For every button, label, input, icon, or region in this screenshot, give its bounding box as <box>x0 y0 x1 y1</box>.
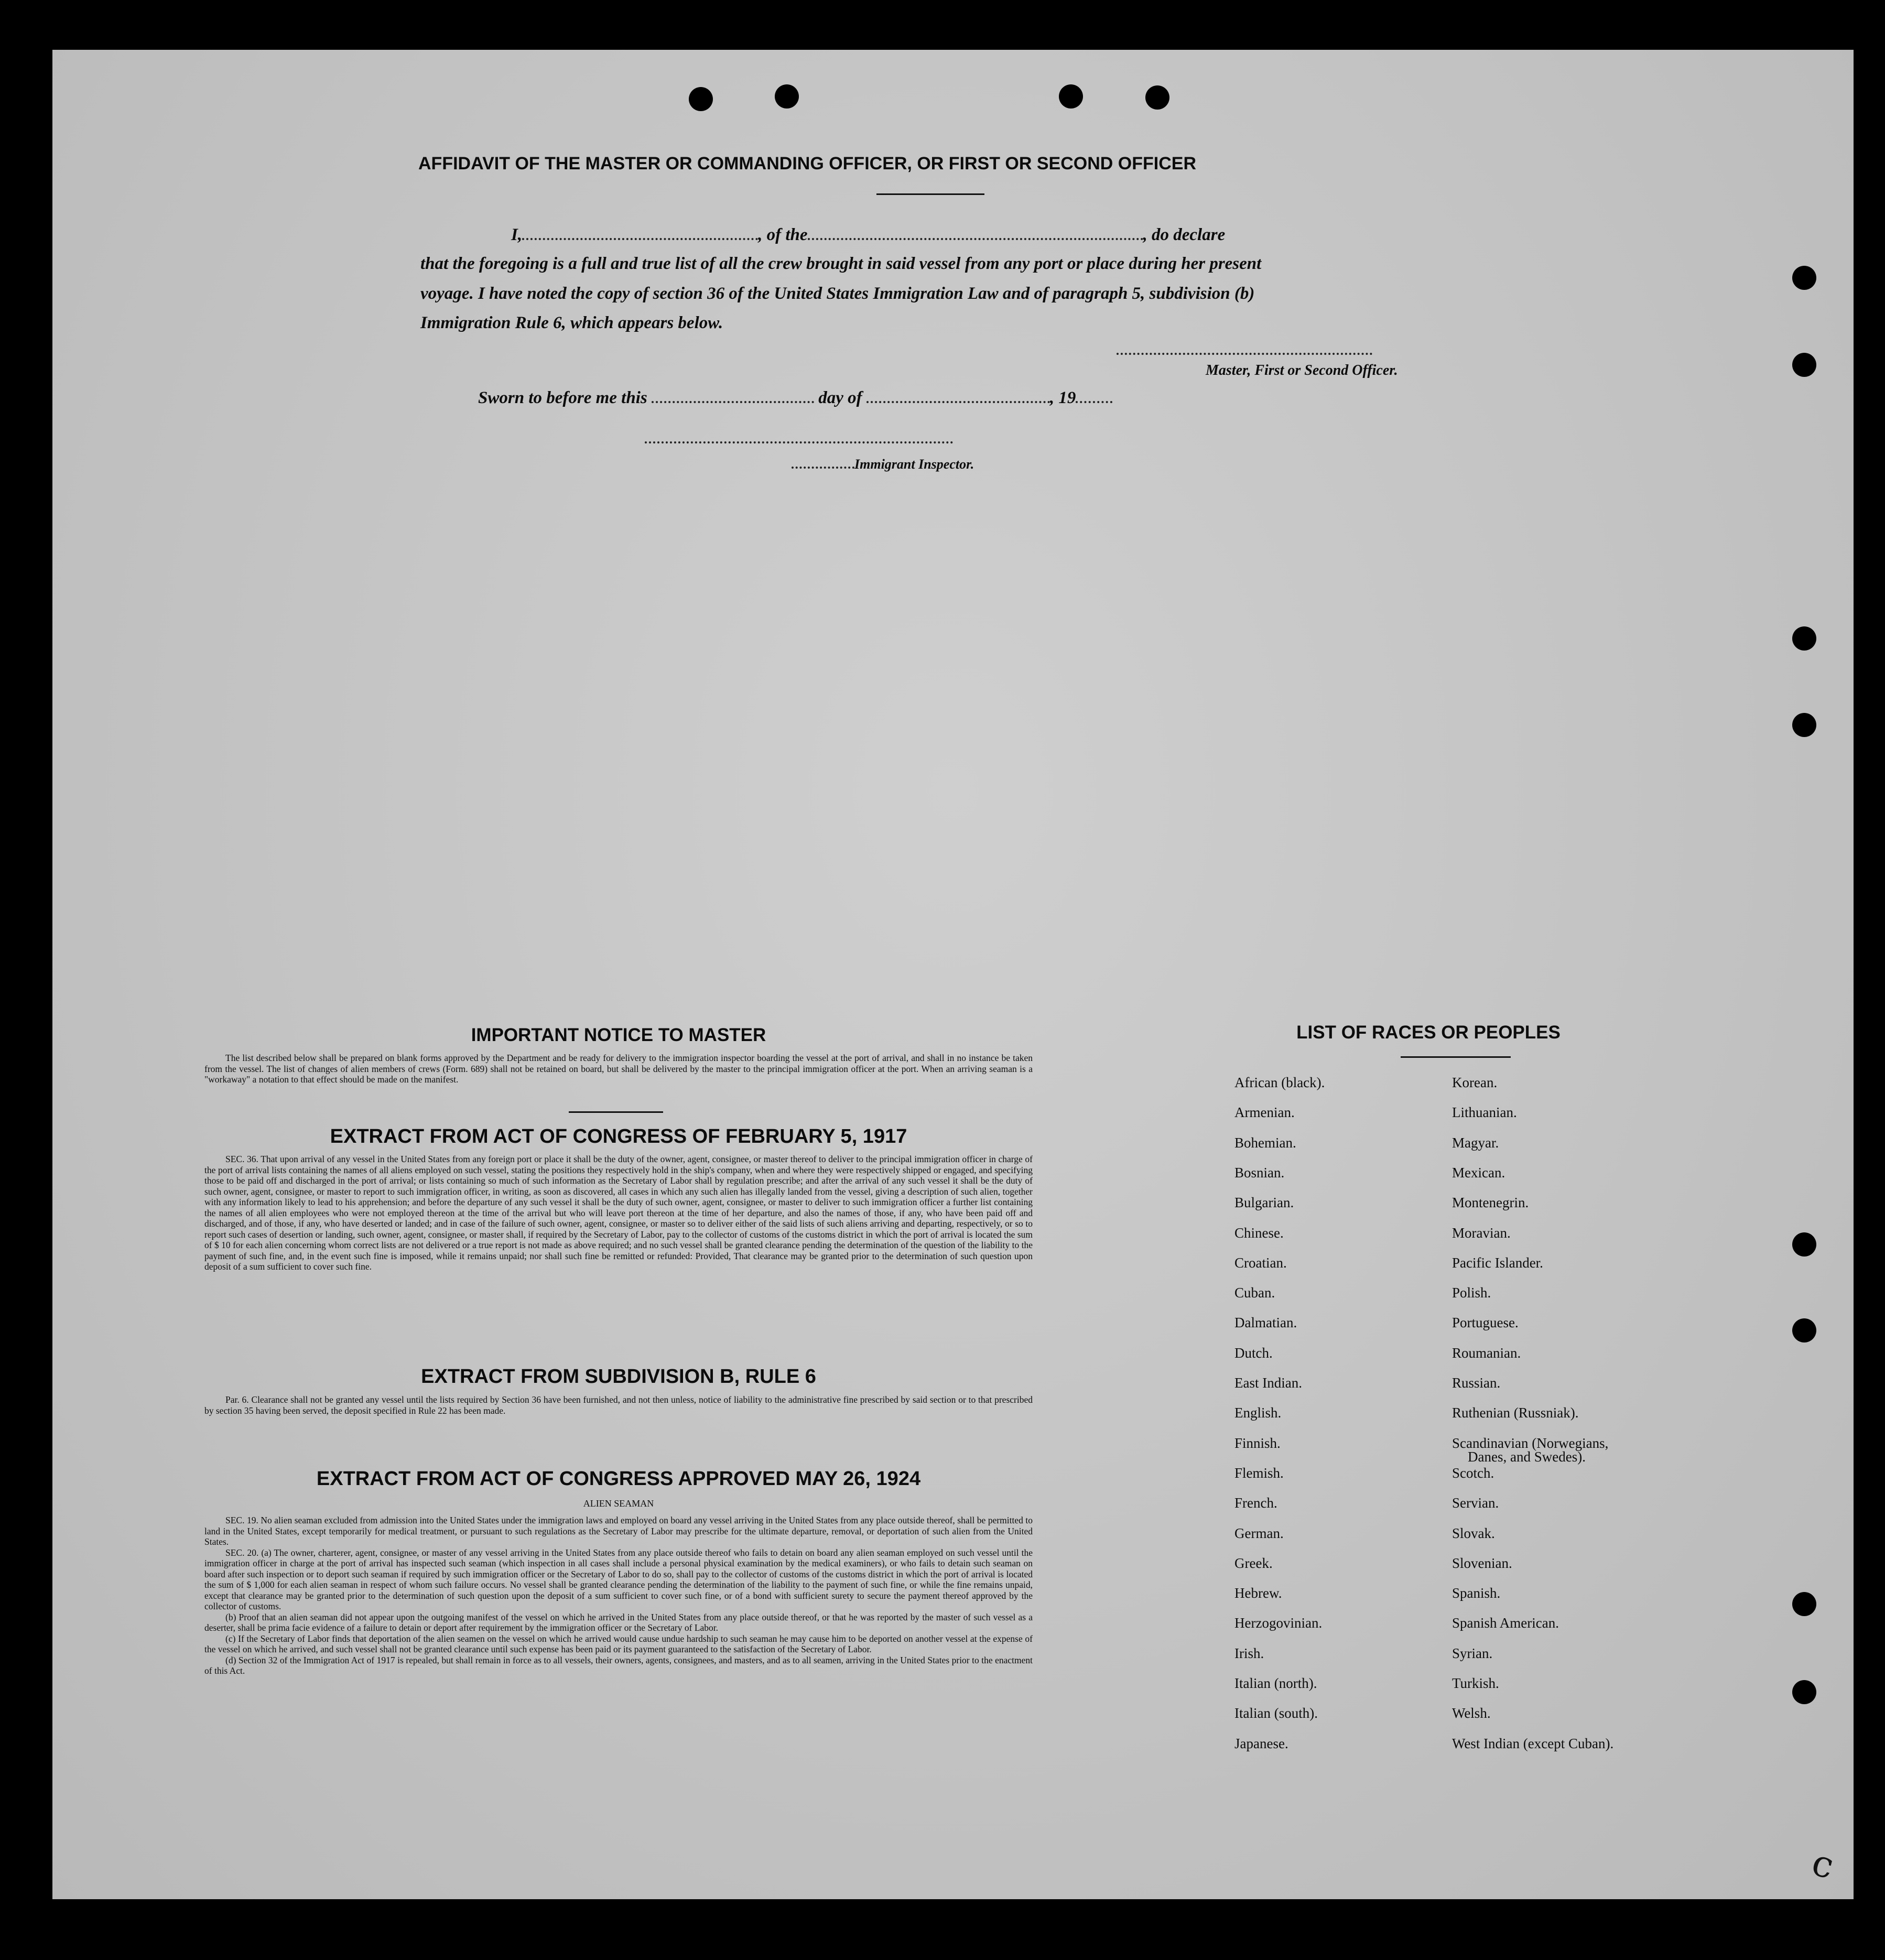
race-item: Cuban. <box>1234 1285 1275 1301</box>
race-item: Servian. <box>1452 1495 1499 1511</box>
rule-6-text <box>204 1394 1033 1416</box>
notice-text <box>204 1053 1033 1085</box>
divider <box>569 1111 663 1113</box>
race-item: Danes, and Swedes). <box>1468 1448 1586 1465</box>
affidavit-do-declare: , do declare <box>1143 225 1226 244</box>
punch-hole <box>1792 266 1816 290</box>
sworn-text: Sworn to before me this <box>478 388 647 407</box>
inspector-label: Immigrant Inspector. <box>854 457 974 472</box>
act-1924-text <box>204 1515 1033 1676</box>
day-of-text: day of <box>818 388 862 407</box>
sec-20a-paragraph: SEC. 20. (a) The owner, charterer, agent, consignee, or master of any vessel arriving in the United States from any place outside thereof who fails to detain on board any alien seaman employed on such vessel until the immigration officer in charge at the port of arrival has inspected such seaman (which inspection in all cases shall include a personal physical examination by the medical examiners), or who fails to detain such seaman on board after such inspection or to deport such seaman if required by such immigration officer or the Secretary of Labor to do so, shall pay to the collector of customs of the customs district in which the port of arrival is located the sum of $ 1,000 for each alien seaman in respect of whom such failure occurs. No vessel shall be granted clearance pending the determination of the liability to the payment of such fine, or while the fine remains unpaid, except that clearance may be granted prior to the determination of such question upon the deposit of a sum sufficient to cover such fine, or of a bond with sufficient surety to secure the payment thereof approved by the collector of customs. <box>204 1547 1033 1611</box>
race-item: Spanish. <box>1452 1585 1501 1601</box>
affidavit-line-1 <box>511 225 1225 245</box>
race-item: Mexican. <box>1452 1164 1505 1181</box>
race-item: Polish. <box>1452 1285 1491 1301</box>
inspector-line <box>792 457 974 472</box>
race-item: Hebrew. <box>1234 1585 1282 1601</box>
race-item: Flemish. <box>1234 1465 1284 1481</box>
rule-6-heading: EXTRACT FROM SUBDIVISION B, RULE 6 <box>421 1366 816 1388</box>
race-item: Italian (north). <box>1234 1675 1317 1691</box>
race-item: African (black). <box>1234 1075 1325 1090</box>
sec-20d-paragraph: (d) Section 32 of the Immigration Act of 1917 is repealed, but shall remain in force as to all vessels, their owners, agents, consignees, and masters, and as to all seamen, arriving in the United States prior to the enactment of this Act. <box>204 1654 1033 1676</box>
affidavit-line-4: Immigration Rule 6, which appears below. <box>420 313 723 332</box>
vessel-blank <box>808 238 1143 240</box>
race-item: Lithuanian. <box>1452 1104 1517 1121</box>
race-item: West Indian (except Cuban). <box>1452 1735 1614 1751</box>
races-heading: LIST OF RACES OR PEOPLES <box>1296 1022 1561 1043</box>
race-item: Scandinavian (Norwegians, <box>1452 1435 1609 1451</box>
sec-20c-paragraph: (c) If the Secretary of Labor finds that deportation of the alien seamen on the vessel on which he arrived would cause undue hardship to such seaman he may cause him to be deported on another vessel at the expense of the vessel on which he arrived, and such vessel shall not be granted clearance until such expense has been paid or its payment guaranteed to the satisfaction of the Secretary of Labor. <box>204 1633 1033 1654</box>
race-item: Slovak. <box>1452 1525 1495 1541</box>
sec-36-paragraph: SEC. 36. That upon arrival of any vessel in the United States from any foreign port or place it shall be the duty of the owner, agent, consignee, or master thereof to deliver to the principal immigration officer in charge of the port of arrival lists containing the names of all aliens employed on such vessel, stating the positions they respectively hold in the ship's company, when and where they were respectively shipped or engaged, and specifying those to be paid off and discharged in the port of arrival; or lists containing so much of such information as the Secretary of Labor shall by regulation prescribe; and after the arrival of any such vessel it shall be the duty of such owner, agent, consignee, or master to report to such immigration officer, in writing, as soon as discovered, all cases in which any such alien has illegally landed from the vessel, giving a description of such alien, together with any information likely to lead to his apprehension; and before the departure of any such vessel it shall be the duty of such owner, agent, consignee, or master to deliver to such immigration officer a further list containing the names of all alien employees who were not employed thereon at the time of the arrival but who will leave port thereon at the time of her departure, and also the names of those, if any, who have been paid off and discharged, and of those, if any, who have deserted or landed; and in case of the failure of such owner, agent, consignee, or master so to deliver either of the said lists of such aliens arriving and departing, respectively, or so to report such cases of desertion or landing, such owner, agent, consignee, or master shall, if required by the Secretary of Labor, pay to the collector of customs of the customs district in which the port of arrival is located the sum of $ 10 for each alien concerning whom correct lists are not delivered or a true report is not made as above required; and no such vessel shall be granted clearance pending the determination of the question of the liability to the payment of such fine, and, in the event such fine is imposed, while it remains unpaid; nor shall such fine be remitted or refunded: Provided, That clearance may be granted prior to the determination of such question upon deposit of a sum sufficient to cover such fine. <box>204 1154 1033 1272</box>
race-item: Moravian. <box>1452 1225 1511 1241</box>
punch-hole <box>1792 1232 1816 1257</box>
affidavit-of-the: , of the <box>758 225 808 244</box>
notice-heading: IMPORTANT NOTICE TO MASTER <box>471 1025 766 1045</box>
punch-hole <box>1792 626 1816 651</box>
handwritten-mark: ⅽ <box>1807 1840 1839 1888</box>
divider <box>876 193 984 195</box>
month-blank <box>866 401 1050 403</box>
punch-hole <box>1792 713 1816 737</box>
race-item: Japanese. <box>1234 1735 1288 1751</box>
race-item: English. <box>1234 1405 1282 1421</box>
punch-hole <box>1145 85 1169 110</box>
name-blank <box>522 238 758 240</box>
race-item: French. <box>1234 1495 1277 1511</box>
race-item: Finnish. <box>1234 1435 1281 1451</box>
punch-hole <box>775 84 799 109</box>
sec-20b-paragraph: (b) Proof that an alien seaman did not appear upon the outgoing manifest of the vessel on which he arrived in the United States from any place outside thereof, or that he was reported by the master of such vessel as a deserter, shall be prima facie evidence of a failure to detain or deport after requirement by the immigration officer or the Secretary of Labor. <box>204 1611 1033 1633</box>
document-page <box>52 50 1854 1899</box>
race-item: Ruthenian (Russniak). <box>1452 1405 1579 1421</box>
race-item: Spanish American. <box>1452 1615 1559 1631</box>
punch-hole <box>1792 353 1816 377</box>
year-blank <box>1076 401 1112 403</box>
affidavit-line-2: that the foregoing is a full and true list of all the crew brought in said vessel from any port or place during her present <box>420 254 1262 273</box>
race-item: Italian (south). <box>1234 1705 1318 1721</box>
affidavit-line-3: voyage. I have noted the copy of section 36 of the United States Immigration Law and of paragraph 5, subdivision (b) <box>420 284 1255 303</box>
affidavit-i: I, <box>511 225 523 244</box>
race-item: Turkish. <box>1452 1675 1499 1691</box>
race-item: Roumanian. <box>1452 1345 1521 1361</box>
race-item: Dalmatian. <box>1234 1315 1297 1331</box>
race-item: Pacific Islander. <box>1452 1254 1543 1271</box>
divider <box>1401 1056 1511 1058</box>
race-item: Bohemian. <box>1234 1134 1296 1151</box>
punch-hole <box>689 87 713 111</box>
sec-19-paragraph: SEC. 19. No alien seaman excluded from admission into the United States under the immigration laws and employed on board any vessel arriving in the United States from any place outside thereof, shall be permitted to land in the United States, except temporarily for medical treatment, or pursuant to such regulations as the Secretary of Labor may prescribe for the ultimate departure, removal, or deportation of such alien from the United States. <box>204 1515 1033 1547</box>
punch-hole <box>1792 1592 1816 1616</box>
punch-hole <box>1792 1318 1816 1342</box>
extract-1917-text <box>204 1154 1033 1272</box>
race-item: Bulgarian. <box>1234 1195 1294 1211</box>
race-item: Herzogovinian. <box>1234 1615 1323 1631</box>
race-item: Irish. <box>1234 1645 1264 1661</box>
inspector-blank <box>792 467 854 469</box>
day-blank <box>652 401 814 403</box>
punch-hole <box>1059 84 1083 109</box>
race-item: Welsh. <box>1452 1705 1491 1721</box>
race-item: Chinese. <box>1234 1225 1284 1241</box>
extract-1917-heading: EXTRACT FROM ACT OF CONGRESS OF FEBRUARY 5, 1917 <box>330 1125 907 1147</box>
race-item: Greek. <box>1234 1555 1273 1571</box>
act-1924-heading: EXTRACT FROM ACT OF CONGRESS APPROVED MAY 26, 1924 <box>316 1468 921 1490</box>
race-item: Bosnian. <box>1234 1164 1285 1181</box>
race-item: East Indian. <box>1234 1375 1302 1391</box>
race-item: Slovenian. <box>1452 1555 1512 1571</box>
sworn-line <box>478 388 1112 408</box>
race-item: Portuguese. <box>1452 1315 1519 1331</box>
punch-hole <box>1792 1680 1816 1704</box>
race-item: Croatian. <box>1234 1254 1287 1271</box>
race-item: Dutch. <box>1234 1345 1273 1361</box>
signature-line <box>1117 353 1372 355</box>
par-6-paragraph: Par. 6. Clearance shall not be granted any vessel until the lists required by Section 36 have been furnished, and not then unless, notice of liability to the administrative fine prescribed by said section or to that prescribed by section 35 having been served, the deposit specified in Rule 22 has been made. <box>204 1394 1033 1416</box>
race-item: German. <box>1234 1525 1284 1541</box>
race-item: Korean. <box>1452 1075 1498 1090</box>
race-item: Magyar. <box>1452 1134 1499 1151</box>
race-item: Syrian. <box>1452 1645 1493 1661</box>
notice-paragraph: The list described below shall be prepared on blank forms approved by the Department and be ready for delivery to the immigration inspector boarding the vessel at the port of arrival, and shall in no instance be taken from the vessel. The list of changes of alien members of crews (Form. 689) shall not be retained on board, but shall be delivered by the master to the principal immigration officer at the port. When an arriving seaman is a "workaway" a notation to that effect should be made on the manifest. <box>204 1053 1033 1085</box>
race-item: Scotch. <box>1452 1465 1494 1481</box>
race-item: Montenegrin. <box>1452 1195 1529 1211</box>
affidavit-heading: AFFIDAVIT OF THE MASTER OR COMMANDING OFFICER, OR FIRST OR SECOND OFFICER <box>418 154 1196 174</box>
race-item: Armenian. <box>1234 1104 1295 1121</box>
alien-seaman-subheading: ALIEN SEAMAN <box>583 1498 654 1509</box>
year-text: , 19 <box>1049 388 1076 407</box>
signature-label: Master, First or Second Officer. <box>1206 362 1398 378</box>
inspector-signature-line <box>645 441 953 443</box>
race-item: Russian. <box>1452 1375 1501 1391</box>
